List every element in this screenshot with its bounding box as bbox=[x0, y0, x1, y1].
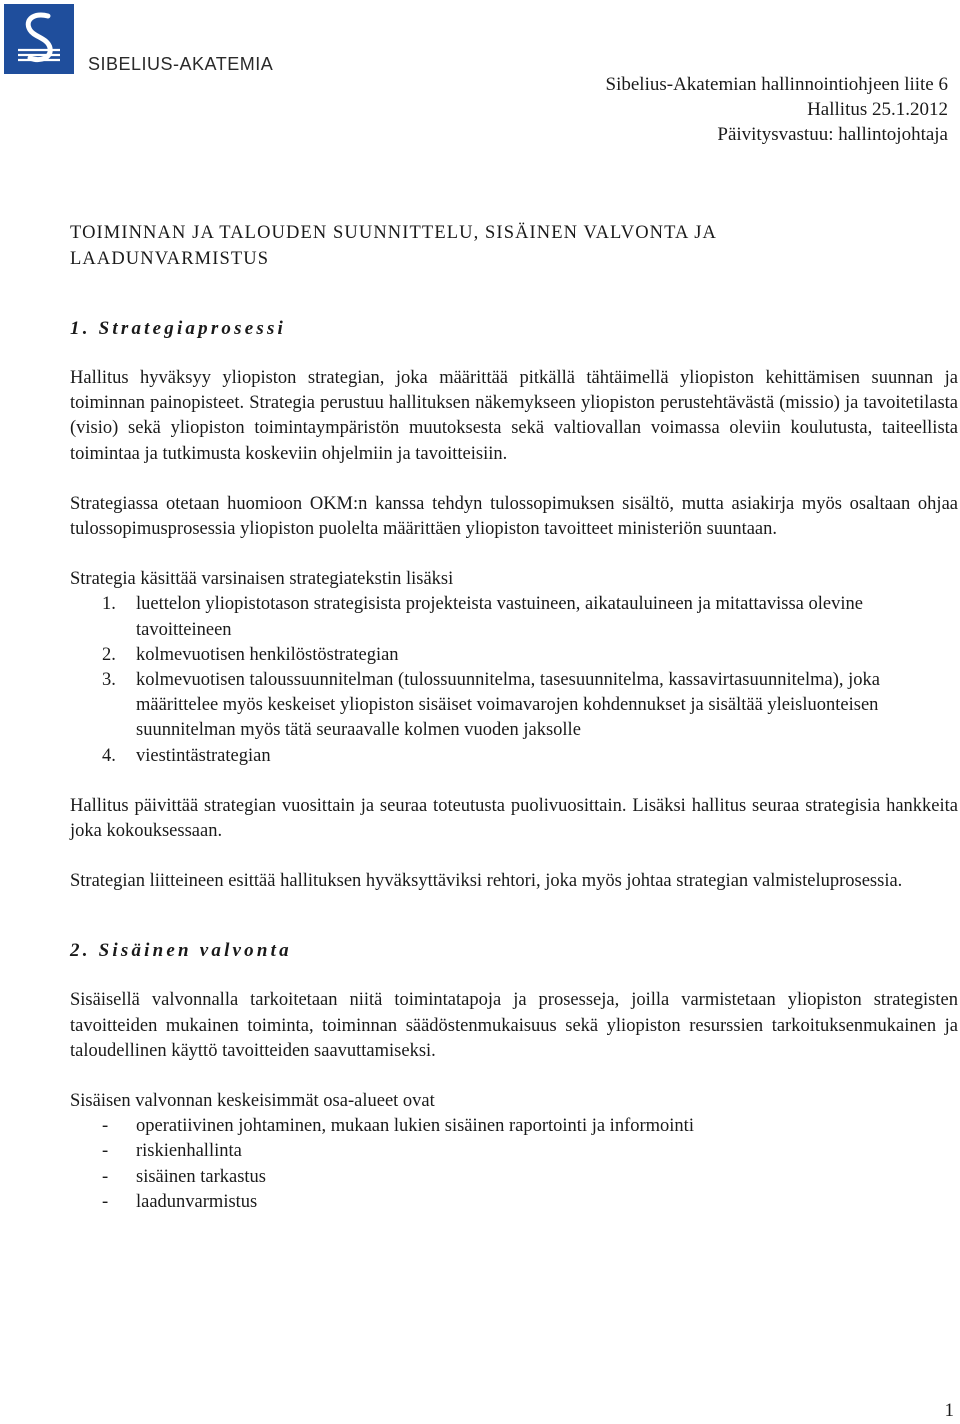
section-2-heading: 2. Sisäinen valvonta bbox=[70, 940, 292, 962]
document-body bbox=[70, 220, 958, 1215]
internal-control-areas-list bbox=[70, 1114, 958, 1215]
title-line-2: LAADUNVARMISTUS bbox=[70, 249, 270, 269]
list-item-text: operatiivinen johtaminen, mukaan lukien sisäinen raportointi ja informointi bbox=[136, 1116, 694, 1137]
list-item-text: luettelon yliopistotason strategisista projekteista vastuineen, aikatauluineen ja mitattavissa olevine tavoitteineen bbox=[136, 594, 863, 640]
list-item bbox=[70, 744, 958, 769]
list-item bbox=[70, 1139, 958, 1164]
list-number: 1. bbox=[102, 594, 116, 615]
list-number: 3. bbox=[102, 670, 116, 691]
internal-control-list-intro: Sisäisen valvonnan keskeisimmät osa-alueet ovat bbox=[70, 1091, 435, 1112]
list-item bbox=[70, 1165, 958, 1190]
list-number: 4. bbox=[102, 745, 116, 766]
list-item-text: viestintästrategian bbox=[136, 745, 271, 766]
list-item bbox=[70, 668, 958, 744]
logo-text: SIBELIUS-AKATEMIA bbox=[88, 54, 274, 74]
document-title bbox=[70, 220, 958, 272]
list-bullet: - bbox=[102, 1141, 109, 1162]
strategy-list-intro: Strategia käsittää varsinaisen strategiatekstin lisäksi bbox=[70, 569, 454, 590]
document-meta bbox=[606, 72, 948, 147]
list-item bbox=[70, 643, 958, 668]
list-item-text: laadunvarmistus bbox=[136, 1191, 258, 1212]
list-item-text: kolmevuotisen taloussuunnitelman (tulossuunnitelma, tasesuunnitelma, kassavirtasuunnitelma), joka määrittelee myös keskeiset yliopiston sisäiset voimavarojen kohdennukset ja sisältää yleisluonteisen suunnitelman myös tätä seuraavalle kolmen vuoden jaksolle bbox=[136, 670, 880, 741]
section-1-paragraph-2: Strategiassa otetaan huomioon OKM:n kanssa tehdyn tulossopimuksen sisältö, mutta asiakirja myös osaltaan ohjaa tulossopimusprosessia yliopiston puolelta määrittäen yliopiston tavoitteet ministeriön suuntaan. bbox=[70, 493, 958, 540]
sibelius-academy-logo bbox=[4, 4, 304, 76]
list-item bbox=[70, 1190, 958, 1215]
title-line-1: TOIMINNAN JA TALOUDEN SUUNNITTELU, SISÄINEN VALVONTA JA bbox=[70, 223, 717, 243]
list-bullet: - bbox=[102, 1116, 109, 1137]
list-item-text: sisäinen tarkastus bbox=[136, 1166, 266, 1187]
section-1-paragraph-4: Strategian liitteineen esittää hallituksen hyväksyttäviksi rehtori, joka myös johtaa strategian valmisteluprosessia. bbox=[70, 871, 903, 892]
section-2-paragraph-1: Sisäisellä valvonnalla tarkoitetaan niitä toimintatapoja ja prosesseja, joilla varmistetaan yliopiston strategisten tavoitteiden mukainen toiminta, toiminnan säädöstenmukaisuus sekä yliopiston resurssien tarkoituksenmukainen ja taloudellinen käyttö tavoitteiden saavuttamiseksi. bbox=[70, 990, 958, 1061]
meta-line-date: Hallitus 25.1.2012 bbox=[807, 99, 948, 120]
list-bullet: - bbox=[102, 1191, 109, 1212]
list-bullet: - bbox=[102, 1166, 109, 1187]
section-1-heading: 1. Strategiaprosessi bbox=[70, 318, 287, 339]
strategy-components-list bbox=[70, 592, 958, 768]
meta-line-responsible: Päivitysvastuu: hallintojohtaja bbox=[717, 124, 948, 145]
list-item-text: kolmevuotisen henkilöstöstrategian bbox=[136, 644, 399, 665]
section-1-paragraph-1: Hallitus hyväksyy yliopiston strategian, joka määrittää pitkällä tähtäimellä yliopiston kehittämisen suunnan ja toiminnan painopisteet. Strategia perustuu hallituksen näkemykseen yliopiston perustehtävästä (missio) ja tavoitetilasta (visio) sekä yliopiston toimintaympäristön muutoksesta sekä valtiovallan voimassa oleviin koulutusta, taiteellista toimintaa ja tutkimusta koskeviin ohjelmiin ja tavoitteisiin. bbox=[70, 368, 958, 464]
list-item bbox=[70, 1114, 958, 1139]
section-1-paragraph-3: Hallitus päivittää strategian vuosittain ja seuraa toteutusta puolivuosittain. Lisäksi hallitus seuraa strategisia hankkeita joka kokouksessaan. bbox=[70, 795, 958, 842]
meta-line-appendix: Sibelius-Akatemian hallinnointiohjeen liite 6 bbox=[605, 74, 948, 95]
logo-emblem-icon bbox=[4, 4, 74, 74]
page-number: 1 bbox=[944, 1400, 954, 1421]
list-item-text: riskienhallinta bbox=[136, 1141, 242, 1162]
list-number: 2. bbox=[102, 644, 116, 665]
list-item bbox=[70, 592, 958, 642]
